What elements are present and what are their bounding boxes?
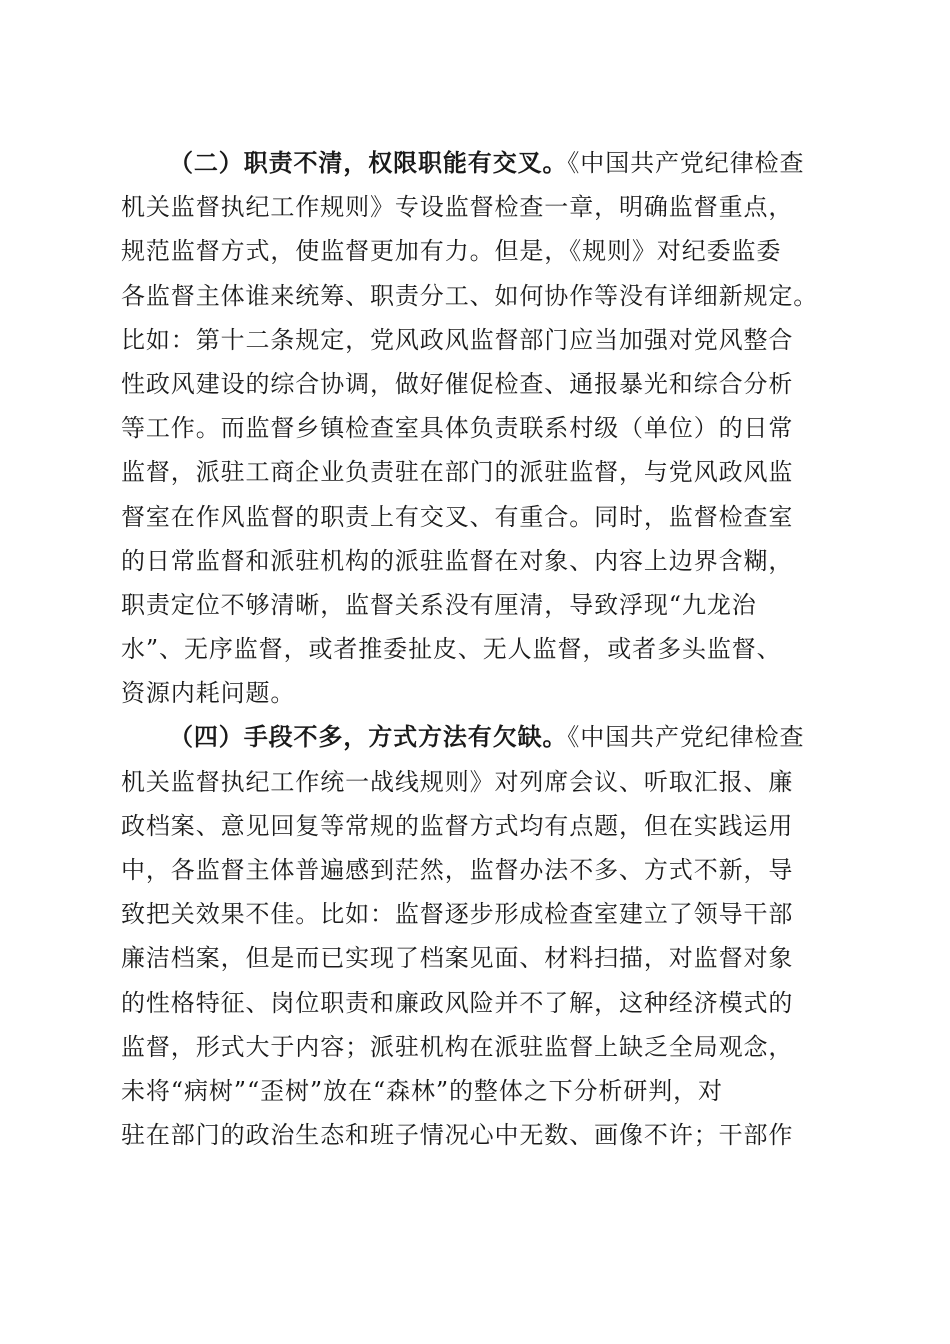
paragraph-4-line: 监督，形式大于内容；派驻机构在派驻监督上缺乏全局观念， xyxy=(121,1032,794,1061)
paragraph-4-line: 驻在部门的政治生态和班子情况心中无数、画像不许；干部作 xyxy=(121,1121,794,1150)
paragraph-2-line: 资源内耗问题。 xyxy=(121,679,296,708)
section-2-heading: （二）职责不清，权限职能有交叉。 xyxy=(169,148,568,177)
paragraph-2-line: 监督，派驻工商企业负责驻在部门的派驻监督，与党风政风监 xyxy=(121,458,794,487)
paragraph-2-line: 督室在作风监督的职责上有交叉、有重合。同时，监督检查室 xyxy=(121,502,794,531)
paragraph-4-line: 未将“病树”“歪树”放在“森林”的整体之下分析研判，对 xyxy=(121,1076,723,1105)
section-4-heading: （四）手段不多，方式方法有欠缺。 xyxy=(169,722,568,752)
paragraph-2-line-1: （二）职责不清，权限职能有交叉。《中国共产党纪律检查 xyxy=(169,148,805,177)
paragraph-4-line-1: （四）手段不多，方式方法有欠缺。《中国共产党纪律检查 xyxy=(169,722,805,752)
paragraph-2-line: 性政风建设的综合协调，做好催促检查、通报暴光和综合分析 xyxy=(121,369,794,398)
paragraph-2-line: 规范监督方式，使监督更加有力。但是，《规则》对纪委监委 xyxy=(121,237,782,266)
paragraph-2-line: 机关监督执纪工作规则》专设监督检查一章，明确监督重点， xyxy=(121,193,794,222)
paragraph-4-line: 的性格特征、岗位职责和廉政风险并不了解，这种经济模式的 xyxy=(121,988,794,1017)
paragraph-2-line: 比如：第十二条规定，党风政风监督部门应当加强对党风整合 xyxy=(121,325,794,354)
paragraph-4-line: 政档案、意见回复等常规的监督方式均有点题，但在实践运用 xyxy=(121,811,794,840)
paragraph-2-line: 等工作。而监督乡镇检查室具体负责联系村级（单位）的日常 xyxy=(121,414,794,443)
paragraph-4-line: 廉洁档案，但是而已实现了档案见面、材料扫描，对监督对象 xyxy=(121,944,794,973)
paragraph-2-line: 各监督主体谁来统筹、职责分工、如何协作等没有详细新规定。 xyxy=(121,281,819,310)
paragraph-4-line: 中，各监督主体普遍感到茫然，监督办法不多、方式不新，导 xyxy=(121,856,794,884)
paragraph-2-line: 水”、无序监督，或者推委扯皮、无人监督，或者多头监督、 xyxy=(121,635,782,664)
paragraph-4-line: 机关监督执纪工作统一战线规则》对列席会议、听取汇报、廉 xyxy=(121,767,794,796)
paragraph-2-line: 的日常监督和派驻机构的派驻监督在对象、内容上边界含糊， xyxy=(121,546,794,575)
document-body xyxy=(121,141,831,1157)
paragraph-4-line: 致把关效果不佳。比如：监督逐步形成检查室建立了领导干部 xyxy=(121,900,794,929)
paragraph-2-line: 职责定位不够清晰，监督关系没有厘清，导致浮现“九龙治 xyxy=(121,590,757,619)
